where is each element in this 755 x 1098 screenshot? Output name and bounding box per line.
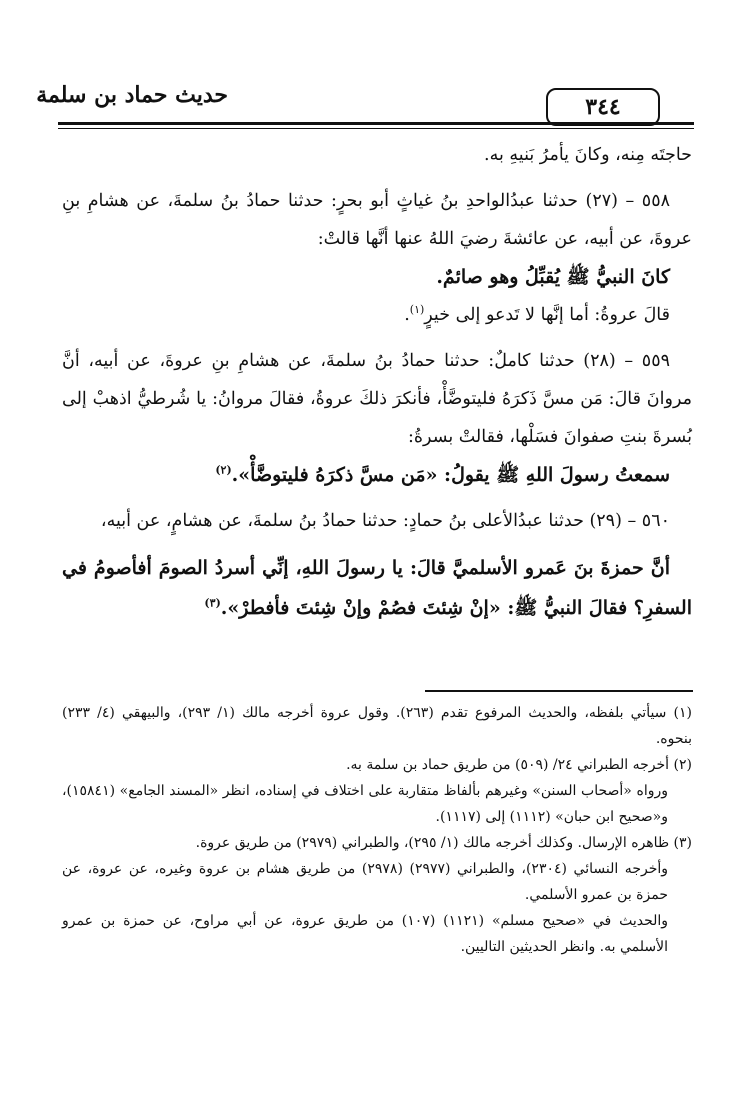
- footnote-ref-3: (٣): [204, 596, 221, 610]
- hadith-558-matn: كانَ النبيُّ ﷺ يُقبِّلُ وهو صائمٌ.: [436, 266, 670, 288]
- header-rule-thin: [58, 128, 694, 129]
- page-number: ٣٤٤: [546, 88, 660, 126]
- footnote-3: (٣) ظاهره الإرسال. وكذلك أخرجه مالك (١/ ٢٩٥)، والطبراني (٢٩٧٩) من طريق عروة.: [195, 835, 692, 851]
- footnote-1: (١) سيأتي بلفظه، والحديث المرفوع تقدم (٢٦٣). وقول عروة أخرجه مالك (١/ ٢٩٣)، والبيهقي (٤/ ٢٣٣) بنحوه.: [62, 705, 692, 747]
- running-title: حديث حماد بن سلمة: [36, 82, 228, 108]
- hadith-558-isnad: ٥٥٨ – (٢٧) حدثنا عبدُالواحدِ بنُ غياثٍ أبو بحرٍ: حدثنا حمادُ بنُ سلمةَ، عن هشامِ بنِ عروةَ، عن أبيه، عن عائشةَ رضيَ اللهُ عنها أنَّها قالتْ:: [62, 191, 692, 249]
- hadith-558-comment: قالَ عروةُ: أما إنَّها لا تَدعو إلى خيرٍ$^{(١)}$.: [404, 303, 670, 325]
- hadith-559-isnad: ٥٥٩ – (٢٨) حدثنا كاملٌ: حدثنا حمادُ بنُ سلمةَ، عن هشامِ بنِ عروةَ، عن أبيه، أنَّ مروانَ قالَ: مَن مسَّ ذَكرَهُ فليتوضَّأْ، فأنكرَ ذلكَ عروةُ، فقالَ مروانُ: يا شُرطيُّ اذهبْ إلى بُسرةَ بنتِ صفوانَ فسَلْها، فقالتْ بسرةُ:: [62, 351, 692, 447]
- hadith-559-matn: [62, 456, 692, 494]
- footnote-2-cont: ورواه «أصحاب السنن» وغيرهم بألفاظ متقاربة على اختلاف في إسناده، انظر «المسند الجامع» (١٥٨٤١)، و«صحيح ابن حبان» (١١١٢) إلى (١١١٧).: [62, 783, 668, 825]
- comment-text: قالَ عروةُ: أما إنَّها لا تَدعو إلى خيرٍ: [424, 305, 670, 325]
- footnote-ref-1: (١): [409, 303, 425, 317]
- footnote-3-cont-b: والحديث في «صحيح مسلم» (١١٢١) (١٠٧) من طريق عروة، عن أبي مراوح، عن حمزة بن عمرو الأسلمي به. وانظر الحديثين التاليين.: [62, 913, 669, 955]
- matn-text: سمعتُ رسولَ اللهِ ﷺ يقولُ: «مَن مسَّ ذكرَهُ فليتوضَّأْ».: [231, 464, 670, 486]
- footnote-separator: [425, 690, 693, 692]
- header-rule: [58, 122, 694, 125]
- paragraph-continuation: حاجتَه مِنه، وكانَ يأمرُ بَنيهِ به.: [484, 145, 692, 165]
- footnotes: [62, 700, 692, 960]
- matn-text: أنَّ حمزةَ بنَ عَمرو الأسلميَّ قالَ: يا رسولَ اللهِ، إنِّي أسردُ الصومَ أفأصومُ في السفرِ؟ فقالَ النبيُّ ﷺ: «إنْ شِئتَ فصُمْ وإنْ شِئتَ فأفطرْ».: [62, 557, 692, 619]
- footnote-ref-2: (٢): [215, 463, 232, 477]
- footnote-2: (٢) أخرجه الطبراني ٢٤/ (٥٠٩) من طريق حماد بن سلمة به.: [346, 757, 692, 773]
- hadith-560-matn: [62, 548, 692, 628]
- footnote-3-cont-a: وأخرجه النسائي (٢٣٠٤)، والطبراني (٢٩٧٧) (٢٩٧٨) من طريق هشام بن عروة وغيره، عن عروة، عن حمزة بن عمرو الأسلمي.: [62, 861, 668, 903]
- hadith-560-isnad: ٥٦٠ – (٢٩) حدثنا عبدُالأعلى بنُ حمادٍ: حدثنا حمادُ بنُ سلمةَ، عن هشامٍ، عن أبيه،: [100, 511, 670, 531]
- main-text: [62, 136, 692, 628]
